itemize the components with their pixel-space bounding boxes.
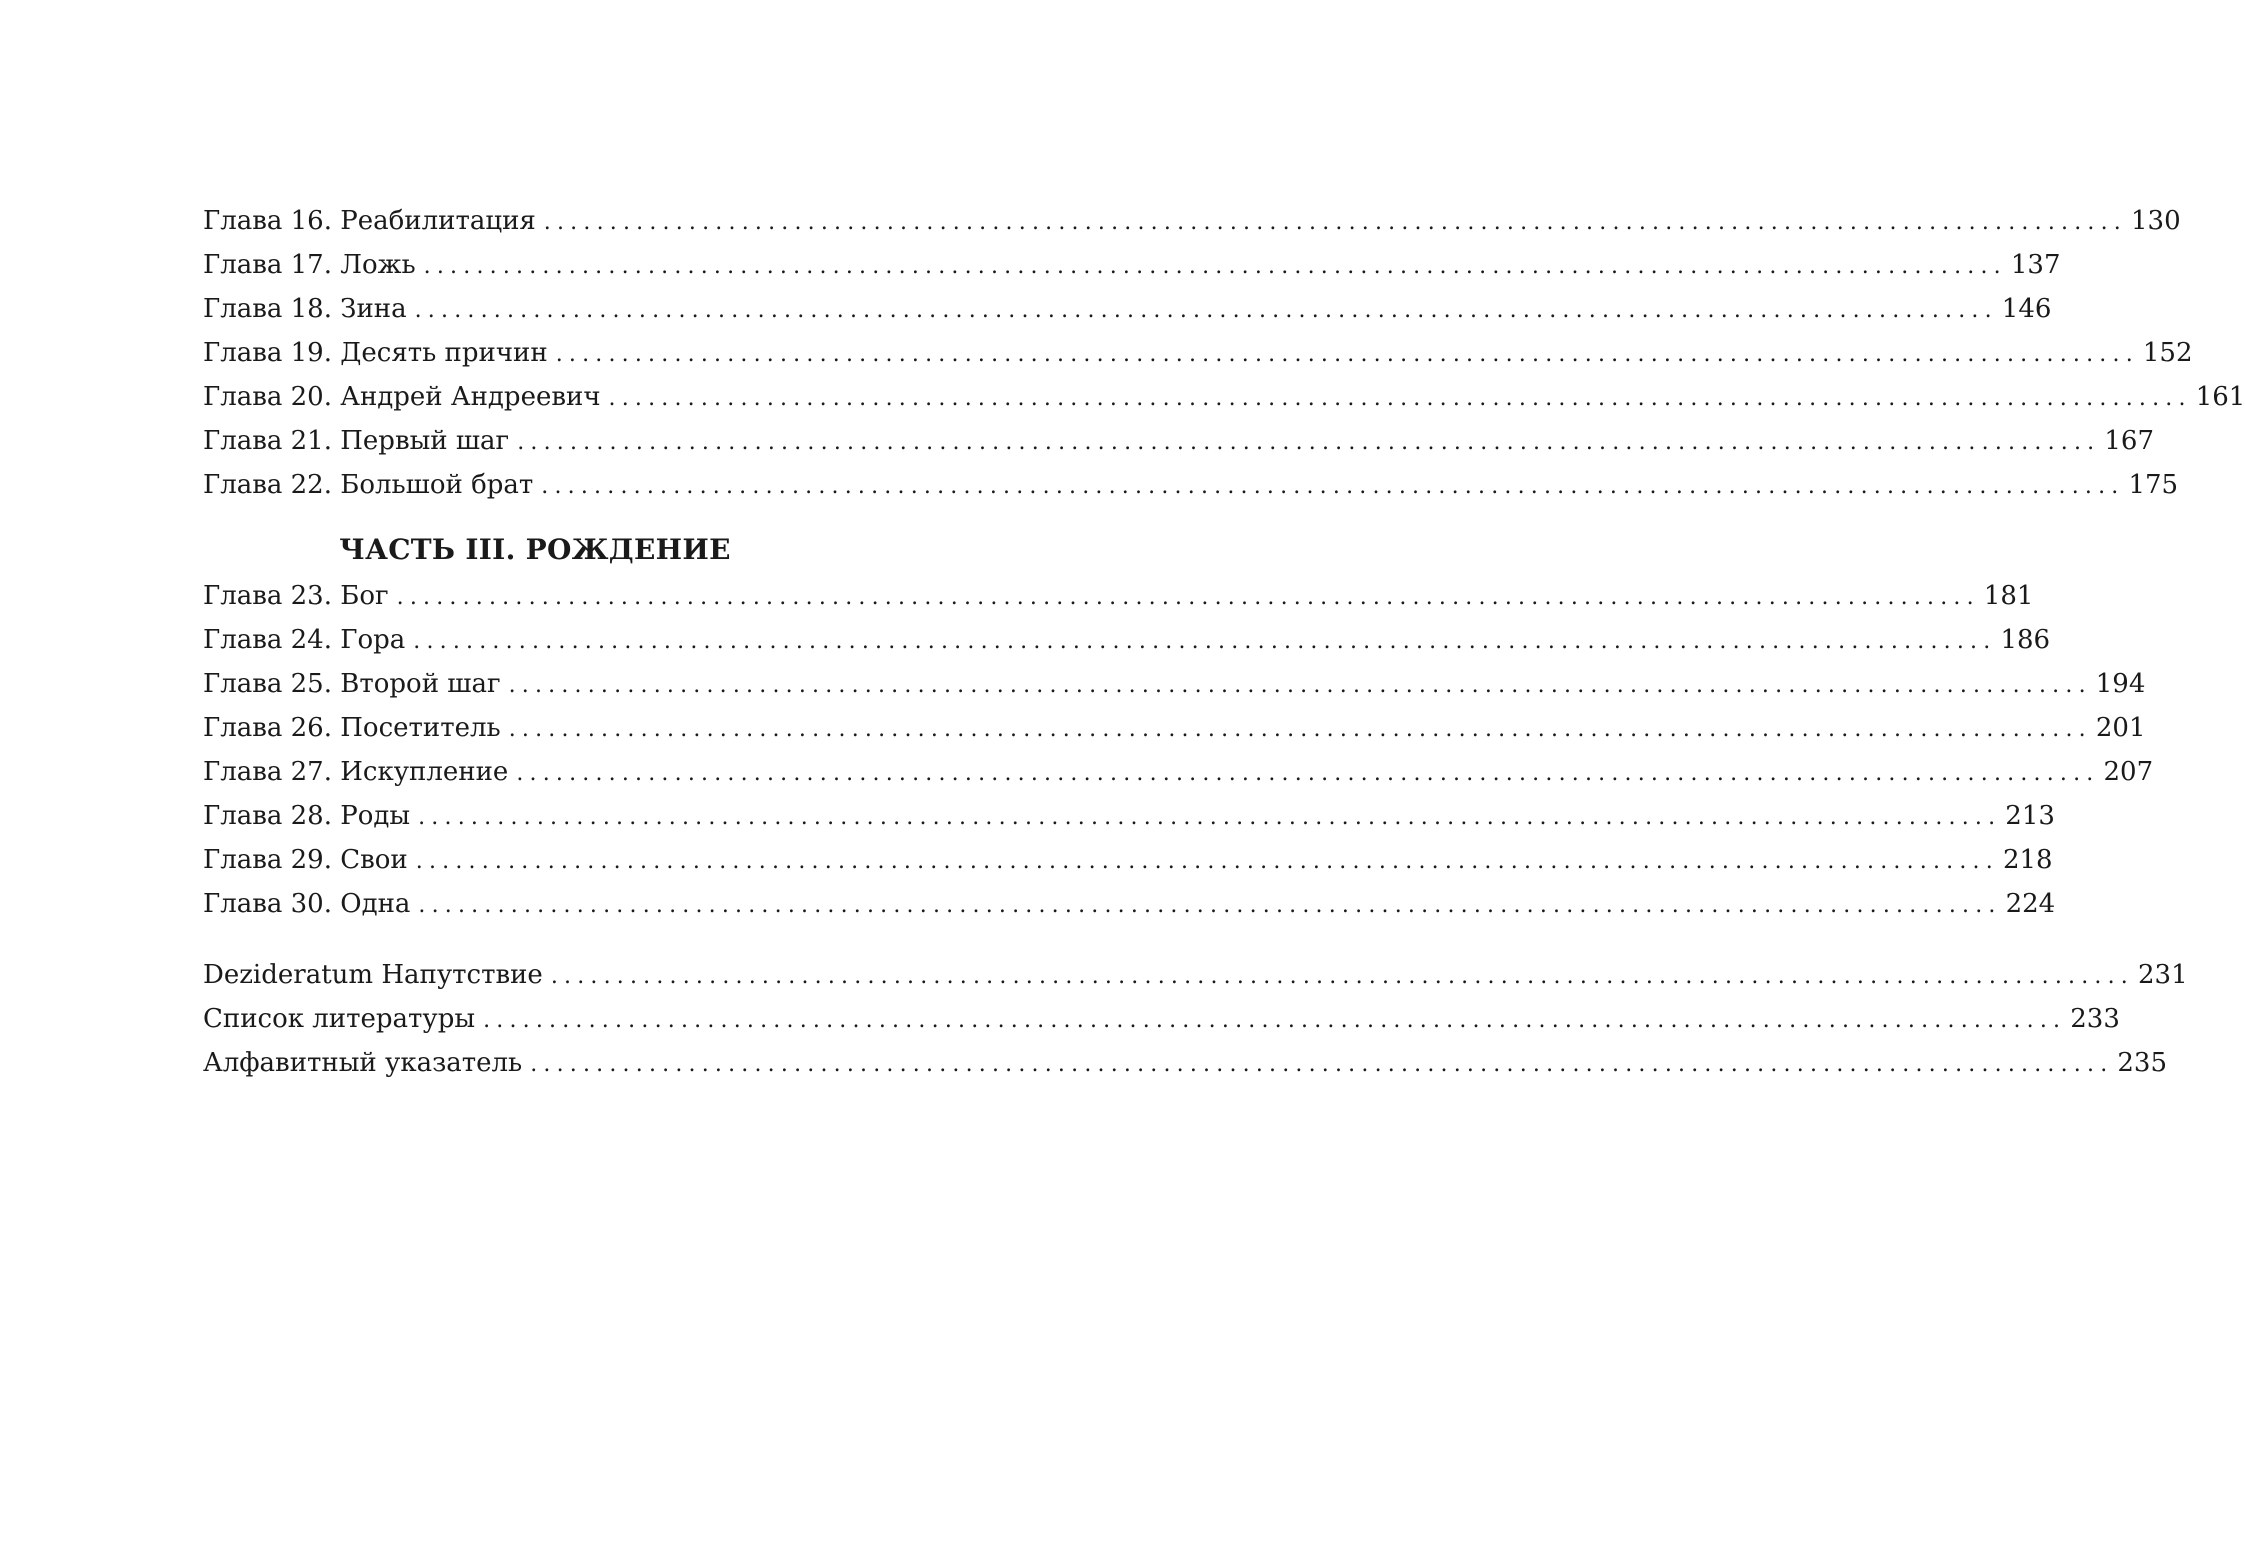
toc-entry-title: Глава 21. Первый шаг <box>203 426 510 456</box>
toc-entry-page: 218 <box>2002 845 2053 875</box>
toc-entry[interactable] <box>203 662 2146 706</box>
toc-entry-page: 231 <box>2138 960 2188 990</box>
toc-entry-title: Глава 18. Зина <box>203 294 407 324</box>
toc-entry-page: 137 <box>2010 250 2061 280</box>
toc-entry-title: Глава 16. Реабилитация <box>203 206 536 236</box>
toc-entry-title: Глава 27. Искупление <box>203 757 509 787</box>
dot-leader: ........................................................................................................................ <box>423 254 2007 279</box>
toc-entry-title: Глава 28. Роды <box>203 801 411 831</box>
toc-entry-title: Глава 17. Ложь <box>203 250 416 280</box>
dot-leader: ........................................................................................................................ <box>413 629 1997 654</box>
toc-entry[interactable] <box>203 287 2052 331</box>
toc-entry-title: Глава 29. Свои <box>203 845 408 875</box>
dot-leader: ........................................................................................................................ <box>543 210 2127 235</box>
toc-entry-page: 194 <box>2095 669 2146 699</box>
toc-entry-title: Глава 25. Второй шаг <box>203 669 501 699</box>
toc-entry[interactable] <box>203 243 2061 287</box>
toc-entry[interactable] <box>203 794 2055 838</box>
toc-entry-page: 181 <box>1983 581 2034 611</box>
toc-entry-title: Алфавитный указатель <box>203 1048 523 1078</box>
toc-entry-title: Глава 22. Большой брат <box>203 470 534 500</box>
toc-entry[interactable] <box>203 331 2193 375</box>
toc-entry[interactable] <box>203 375 2245 419</box>
dot-leader: ........................................................................................................................ <box>541 474 2125 499</box>
toc-entry[interactable] <box>203 997 2120 1041</box>
toc-entry[interactable] <box>203 463 2179 507</box>
toc-entry-title: Глава 23. Бог <box>203 581 389 611</box>
dot-leader: ........................................................................................................................ <box>608 386 2192 411</box>
toc-entry-page: 201 <box>2095 713 2146 743</box>
toc-entry-page: 146 <box>2001 294 2052 324</box>
toc-entry-title: Список литературы <box>203 1004 476 1034</box>
toc-entry-title: Deziderаtum Напутствие <box>203 960 543 990</box>
toc-entry-page: 186 <box>2000 625 2051 655</box>
toc-entry-page: 152 <box>2142 338 2193 368</box>
toc-entry-title: Глава 20. Андрей Андреевич <box>203 382 601 412</box>
toc-entry-title: Глава 30. Одна <box>203 889 411 919</box>
dot-leader: ........................................................................................................................ <box>483 1008 2067 1033</box>
dot-leader: ........................................................................................................................ <box>508 673 2092 698</box>
dot-leader: ........................................................................................................................ <box>550 964 2134 989</box>
dot-leader: ........................................................................................................................ <box>530 1052 2114 1077</box>
toc-entry-page: 233 <box>2070 1004 2120 1034</box>
dot-leader: ........................................................................................................................ <box>415 849 1999 874</box>
toc-entry[interactable] <box>203 706 2146 750</box>
part-heading: ЧАСТЬ III. РОЖДЕНИЕ <box>339 533 731 566</box>
toc-entry-title: Глава 24. Гора <box>203 625 406 655</box>
dot-leader: ........................................................................................................................ <box>414 298 1998 323</box>
toc-entry[interactable] <box>203 882 2056 926</box>
toc-entry-page: 161 <box>2195 382 2245 412</box>
dot-leader: ........................................................................................................................ <box>517 430 2101 455</box>
toc-group-part2-chapters <box>203 199 2245 507</box>
toc-entry[interactable] <box>203 419 2155 463</box>
toc-entry-page: 175 <box>2128 470 2179 500</box>
toc-entry[interactable] <box>203 574 2034 618</box>
toc-group-backmatter <box>203 953 2188 1085</box>
toc-entry[interactable] <box>203 953 2188 997</box>
toc-entry-title: Глава 26. Посетитель <box>203 713 501 743</box>
dot-leader: ........................................................................................................................ <box>516 761 2100 786</box>
toc-entry-page: 207 <box>2103 757 2154 787</box>
dot-leader: ........................................................................................................................ <box>418 805 2002 830</box>
toc-entry[interactable] <box>203 750 2154 794</box>
dot-leader: ........................................................................................................................ <box>396 585 1980 610</box>
toc-entry[interactable] <box>203 838 2053 882</box>
dot-leader: ........................................................................................................................ <box>418 893 2002 918</box>
toc-entry[interactable] <box>203 618 2051 662</box>
dot-leader: ........................................................................................................................ <box>508 717 2092 742</box>
toc-group-part3 <box>203 526 2154 926</box>
toc-entry-page: 235 <box>2117 1048 2168 1078</box>
toc-entry-page: 224 <box>2005 889 2056 919</box>
dot-leader: ........................................................................................................................ <box>555 342 2139 367</box>
toc-entry[interactable] <box>203 199 2181 243</box>
toc-entry[interactable] <box>203 1041 2168 1085</box>
toc-entry-page: 130 <box>2130 206 2181 236</box>
toc-entry-page: 213 <box>2005 801 2055 831</box>
toc-entry-title: Глава 19. Десять причин <box>203 338 548 368</box>
toc-entry-page: 167 <box>2104 426 2155 456</box>
